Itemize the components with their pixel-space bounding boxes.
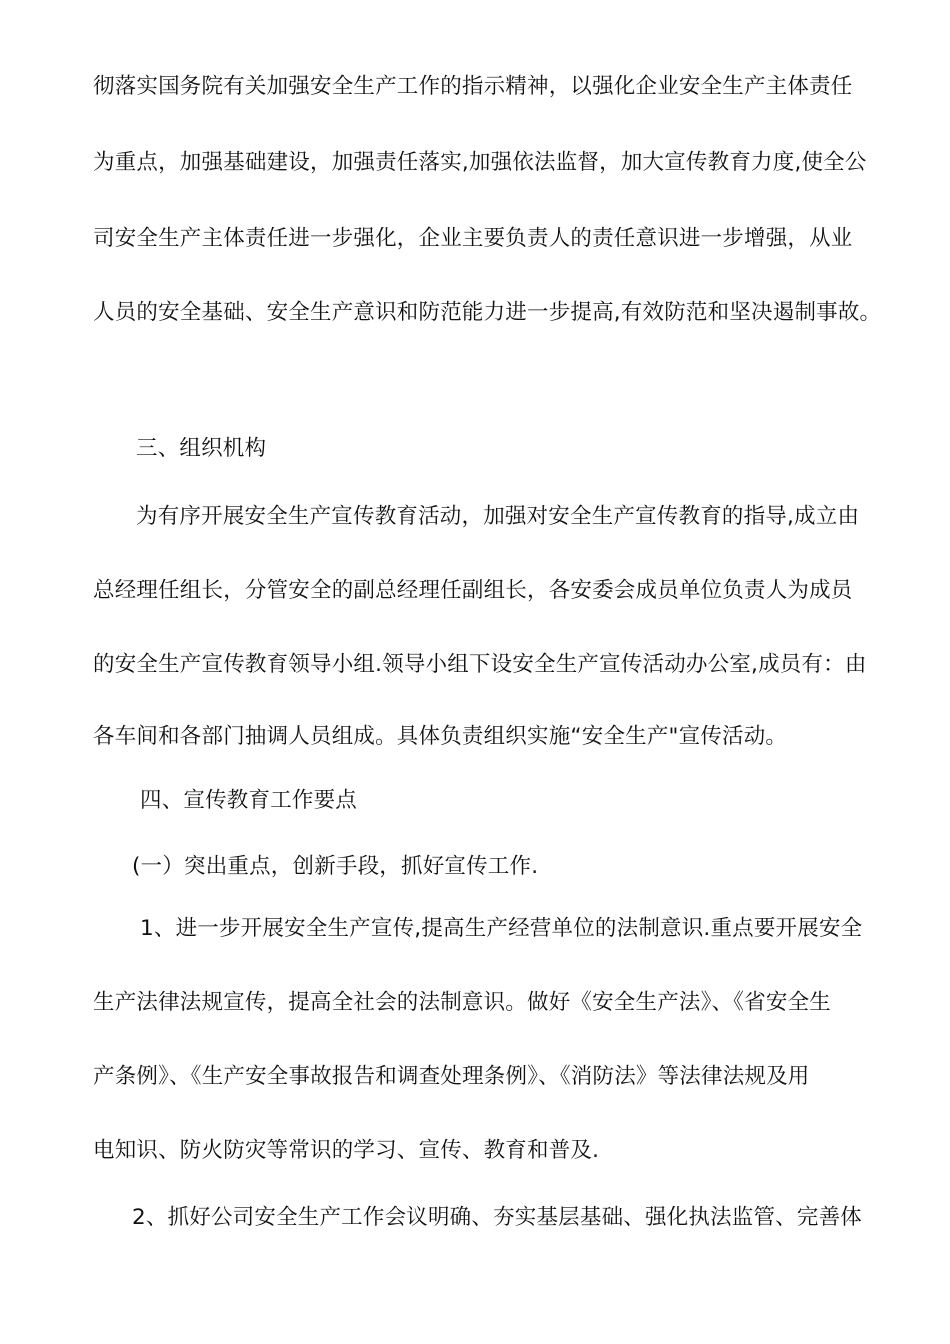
paragraph-line: 2、抓好公司安全生产工作会议明确、夯实基层基础、强化执法监管、完善体 (132, 1205, 862, 1230)
paragraph-line: 为重点，加强基础建设，加强责任落实,加强依法监督，加大宣传教育力度,使全公 (93, 150, 867, 175)
paragraph-line: 1、进一步开展安全生产宣传,提高生产经营单位的法制意识.重点要开展安全 (140, 916, 863, 941)
paragraph-line: 为有序开展安全生产宣传教育活动，加强对安全生产宣传教育的指导,成立由 (136, 504, 860, 529)
subsection-heading: (一）突出重点，创新手段，抓好宣传工作. (132, 854, 539, 879)
paragraph-line: 司安全生产主体责任进一步强化，企业主要负责人的责任意识进一步增强，从业 (93, 226, 853, 251)
paragraph-line: 人员的安全基础、安全生产意识和防范能力进一步提高,有效防范和坚决遏制事故。 (93, 300, 882, 325)
paragraph-line: 各车间和各部门抽调人员组成。具体负责组织实施“安全生产"宣传活动。 (93, 724, 788, 749)
section-heading: 四、宣传教育工作要点 (140, 788, 358, 813)
section-heading: 三、组织机构 (136, 436, 267, 461)
paragraph-line: 产条例》、《生产安全事故报告和调查处理条例》、《消防法》等法律法规及用 (93, 1064, 810, 1089)
paragraph-line: 生产法律法规宣传，提高全社会的法制意识。做好《安全生产法》、《省安全生 (93, 990, 832, 1015)
paragraph-line: 的安全生产宣传教育领导小组.领导小组下设安全生产宣传活动办公室,成员有：由 (93, 652, 867, 677)
paragraph-line: 电知识、防火防灾等常识的学习、宣传、教育和普及. (93, 1138, 600, 1163)
paragraph-line: 彻落实国务院有关加强安全生产工作的指示精神，以强化企业安全生产主体责任 (93, 74, 853, 99)
paragraph-line: 总经理任组长，分管安全的副总经理任副组长，各安委会成员单位负责人为成员 (93, 578, 853, 603)
